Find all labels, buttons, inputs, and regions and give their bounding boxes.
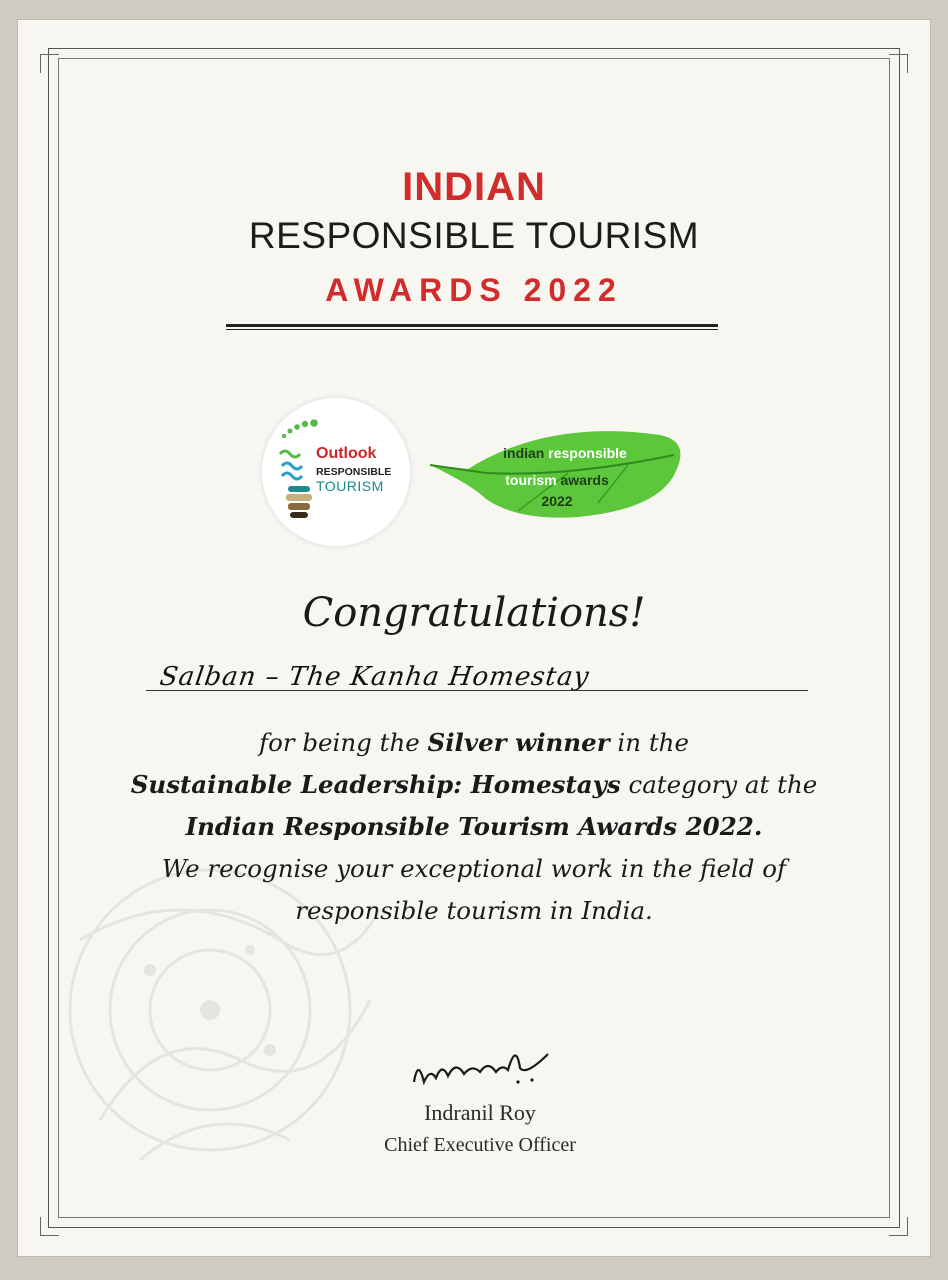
certificate-body xyxy=(100,722,848,932)
frame-corner xyxy=(40,1217,59,1236)
signatory-name: Indranil Roy xyxy=(424,1100,536,1125)
award-category: Sustainable Leadership: Homestays xyxy=(130,770,621,799)
recipient-underline xyxy=(146,690,808,691)
awards-leaf-logo xyxy=(428,425,698,525)
body-line-5: responsible tourism in India. xyxy=(295,896,653,925)
leaf-word-awards: awards xyxy=(560,472,609,488)
title-responsible-tourism: RESPONSIBLE TOURISM xyxy=(248,215,700,256)
congratulations-heading: Congratulations! xyxy=(302,590,646,636)
outlook-responsible-text: RESPONSIBLE xyxy=(316,466,392,478)
award-event: Indian Responsible Tourism Awards 2022. xyxy=(185,812,763,841)
signatory-title: Chief Executive Officer xyxy=(384,1134,576,1156)
leaf-word-indian: indian xyxy=(503,445,545,461)
recipient-name: Salban – The Kanha Homestay xyxy=(157,662,592,692)
leaf-word-tourism: tourism xyxy=(505,472,557,488)
body-line-3 xyxy=(100,806,848,848)
body-line-4: We recognise your exceptional work in the field of xyxy=(161,854,787,883)
leaf-year: 2022 xyxy=(541,493,573,509)
award-level: Silver winner xyxy=(427,728,610,757)
frame-corner xyxy=(40,54,59,73)
frame-corner xyxy=(889,54,908,73)
title-divider xyxy=(226,324,718,330)
signature-icon xyxy=(408,1038,558,1098)
body-line-2: Sustainable Leadership: Homestays category at the xyxy=(130,770,818,799)
leaf-word-responsible: responsible xyxy=(548,445,627,461)
title-indian: INDIAN xyxy=(402,165,546,209)
body-line-1: for being the Silver winner in the xyxy=(259,728,689,757)
outlook-responsible-tourism-logo xyxy=(262,398,410,546)
title-awards-year: AWARDS 2022 xyxy=(325,272,623,308)
outlook-brand-text: Outlook xyxy=(316,445,377,462)
footprint-icon xyxy=(276,418,320,530)
outlook-tourism-text: TOURISM xyxy=(316,478,384,494)
frame-corner xyxy=(889,1217,908,1236)
